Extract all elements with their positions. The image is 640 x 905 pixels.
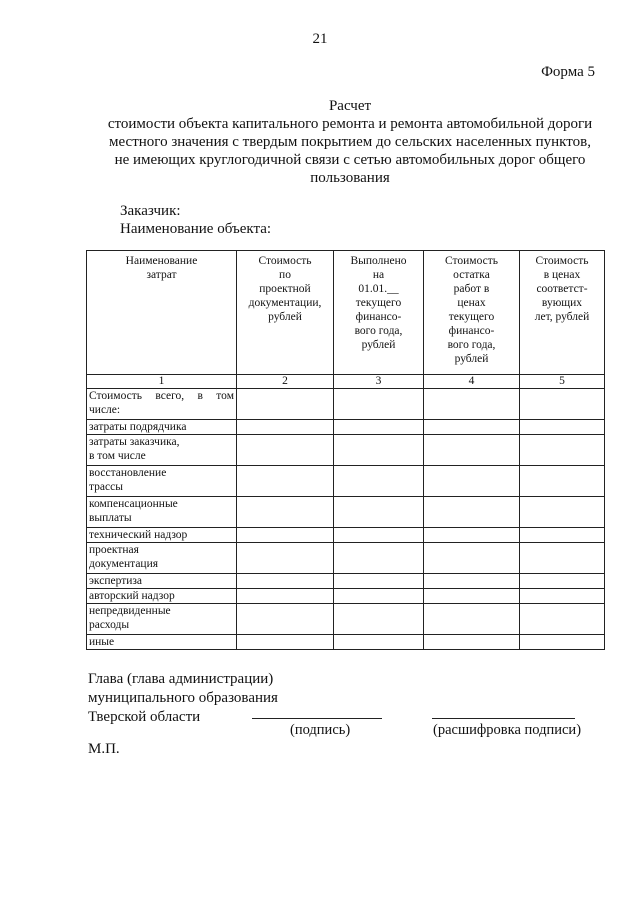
value-cell[interactable] bbox=[237, 389, 334, 420]
table-row bbox=[87, 466, 605, 497]
value-cell[interactable] bbox=[520, 574, 605, 589]
column-header-5: Стоимость в ценах соответст- вующих лет, рублей bbox=[520, 251, 605, 375]
column-number: 4 bbox=[424, 375, 520, 389]
signature-line: Тверской области bbox=[88, 709, 201, 725]
value-cell[interactable] bbox=[424, 528, 520, 543]
row-label: экспертиза bbox=[87, 574, 237, 589]
row-label: авторский надзор bbox=[87, 589, 237, 604]
table-row bbox=[87, 497, 605, 528]
value-cell[interactable] bbox=[520, 389, 605, 420]
value-cell[interactable] bbox=[520, 635, 605, 650]
signature-blank-line bbox=[252, 718, 382, 719]
table-row bbox=[87, 435, 605, 466]
document-title bbox=[80, 97, 620, 187]
column-number: 3 bbox=[334, 375, 424, 389]
value-cell[interactable] bbox=[424, 604, 520, 635]
value-cell[interactable] bbox=[424, 497, 520, 528]
value-cell[interactable] bbox=[424, 420, 520, 435]
column-number: 2 bbox=[237, 375, 334, 389]
value-cell[interactable] bbox=[237, 497, 334, 528]
form-label: Форма 5 bbox=[541, 64, 595, 80]
value-cell[interactable] bbox=[520, 497, 605, 528]
value-cell[interactable] bbox=[520, 543, 605, 574]
column-number: 1 bbox=[87, 375, 237, 389]
column-header-1: Наименование затрат bbox=[87, 251, 237, 375]
row-label: иные bbox=[87, 635, 237, 650]
value-cell[interactable] bbox=[334, 589, 424, 604]
value-cell[interactable] bbox=[334, 543, 424, 574]
value-cell[interactable] bbox=[237, 435, 334, 466]
decoding-caption: (расшифровка подписи) bbox=[433, 722, 582, 738]
title-line: пользования bbox=[310, 170, 390, 186]
value-cell[interactable] bbox=[334, 528, 424, 543]
value-cell[interactable] bbox=[334, 604, 424, 635]
row-label: проектная документация bbox=[87, 543, 237, 574]
value-cell[interactable] bbox=[520, 528, 605, 543]
table-row bbox=[87, 420, 605, 435]
value-cell[interactable] bbox=[520, 604, 605, 635]
table-row bbox=[87, 635, 605, 650]
page-number: 21 bbox=[312, 31, 328, 47]
value-cell[interactable] bbox=[334, 635, 424, 650]
title-line: Расчет bbox=[328, 98, 372, 114]
table-row bbox=[87, 389, 605, 420]
value-cell[interactable] bbox=[237, 635, 334, 650]
value-cell[interactable] bbox=[237, 574, 334, 589]
signature-line: муниципального образования bbox=[88, 690, 278, 706]
value-cell[interactable] bbox=[520, 435, 605, 466]
signature-caption: (подпись) bbox=[290, 722, 351, 738]
value-cell[interactable] bbox=[237, 528, 334, 543]
column-number-row bbox=[87, 375, 605, 389]
value-cell[interactable] bbox=[334, 574, 424, 589]
column-header-2: Стоимость по проектной документации, рублей bbox=[237, 251, 334, 375]
title-line: стоимости объекта капитального ремонта и ремонта автомобильной дороги bbox=[107, 116, 593, 132]
row-label: затраты подрядчика bbox=[87, 420, 237, 435]
table-row bbox=[87, 543, 605, 574]
value-cell[interactable] bbox=[237, 604, 334, 635]
row-label: Стоимость всего, в том числе: bbox=[87, 389, 237, 420]
title-line: не имеющих круглогодичной связи с сетью автомобильных дорог общего bbox=[114, 152, 586, 168]
value-cell[interactable] bbox=[334, 497, 424, 528]
decoding-blank-line bbox=[432, 718, 575, 719]
value-cell[interactable] bbox=[424, 435, 520, 466]
value-cell[interactable] bbox=[334, 466, 424, 497]
row-label: технический надзор bbox=[87, 528, 237, 543]
signature-line: Глава (глава администрации) bbox=[88, 671, 274, 687]
title-line: местного значения с твердым покрытием до сельских населенных пунктов, bbox=[109, 134, 591, 150]
value-cell[interactable] bbox=[334, 389, 424, 420]
row-label: затраты заказчика, в том числе bbox=[87, 435, 237, 466]
customer-block bbox=[120, 202, 271, 238]
table-header-row bbox=[87, 251, 605, 375]
value-cell[interactable] bbox=[424, 589, 520, 604]
cost-table-container bbox=[86, 250, 604, 650]
customer-label: Заказчик: bbox=[120, 203, 181, 219]
table-row bbox=[87, 528, 605, 543]
value-cell[interactable] bbox=[424, 389, 520, 420]
seal-label: М.П. bbox=[88, 741, 120, 757]
value-cell[interactable] bbox=[520, 420, 605, 435]
column-header-3: Выполнено на 01.01.__ текущего финансо- вого года, рублей bbox=[334, 251, 424, 375]
cost-table bbox=[86, 250, 605, 650]
value-cell[interactable] bbox=[424, 543, 520, 574]
row-label: непредвиденные расходы bbox=[87, 604, 237, 635]
value-cell[interactable] bbox=[334, 420, 424, 435]
column-header-4: Стоимость остатка работ в ценах текущего финансо- вого года, рублей bbox=[424, 251, 520, 375]
row-label: компенсационные выплаты bbox=[87, 497, 237, 528]
value-cell[interactable] bbox=[334, 435, 424, 466]
value-cell[interactable] bbox=[424, 466, 520, 497]
table-row bbox=[87, 589, 605, 604]
column-number: 5 bbox=[520, 375, 605, 389]
table-body bbox=[87, 389, 605, 650]
value-cell[interactable] bbox=[424, 574, 520, 589]
value-cell[interactable] bbox=[237, 589, 334, 604]
value-cell[interactable] bbox=[520, 466, 605, 497]
value-cell[interactable] bbox=[237, 466, 334, 497]
value-cell[interactable] bbox=[520, 589, 605, 604]
row-label: восстановление трассы bbox=[87, 466, 237, 497]
value-cell[interactable] bbox=[424, 635, 520, 650]
object-label: Наименование объекта: bbox=[120, 221, 272, 237]
signature-block bbox=[88, 670, 278, 727]
value-cell[interactable] bbox=[237, 420, 334, 435]
value-cell[interactable] bbox=[237, 543, 334, 574]
table-row bbox=[87, 604, 605, 635]
table-row bbox=[87, 574, 605, 589]
